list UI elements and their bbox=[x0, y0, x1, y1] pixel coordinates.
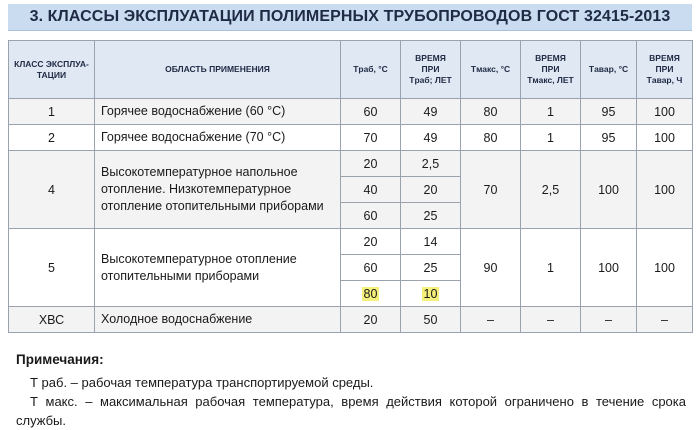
class-cell: 1 bbox=[9, 99, 95, 125]
area-cell: Высокотемпературное напольное отопление. Низкотемпературное отопление отопительными приборами bbox=[95, 151, 341, 229]
area-cell: Высокотемпературное отопление отопительными приборами bbox=[95, 229, 341, 307]
time-max-cell: – bbox=[521, 307, 581, 333]
header-time-work: ВРЕМЯ ПРИ Tраб; ЛЕТ bbox=[401, 41, 461, 99]
t-max-cell: 70 bbox=[461, 151, 521, 229]
area-cell: Горячее водоснабжение (70 °С) bbox=[95, 125, 341, 151]
table-row bbox=[9, 307, 693, 333]
t-avar-cell: – bbox=[581, 307, 637, 333]
t-avar-cell: 95 bbox=[581, 125, 637, 151]
t-max-cell: 80 bbox=[461, 125, 521, 151]
highlight-mark: 80 bbox=[363, 286, 378, 301]
t-work-cell: 70 bbox=[341, 125, 401, 151]
t-avar-cell: 100 bbox=[581, 229, 637, 307]
t-work-cell: 60 bbox=[341, 99, 401, 125]
t-work-cell: 20 bbox=[341, 229, 401, 255]
time-work-cell-highlighted bbox=[401, 281, 461, 307]
notes-heading: Примечания: bbox=[16, 352, 104, 367]
time-work-cell: 2,5 bbox=[401, 151, 461, 177]
time-work-cell: 20 bbox=[401, 177, 461, 203]
time-work-cell: 49 bbox=[401, 125, 461, 151]
header-t-avar: Tавар, °С bbox=[581, 41, 637, 99]
header-time-max: ВРЕМЯ ПРИ Tмакс, ЛЕТ bbox=[521, 41, 581, 99]
time-work-cell: 25 bbox=[401, 255, 461, 281]
operating-classes-table bbox=[8, 40, 693, 333]
header-t-work: Tраб, °С bbox=[341, 41, 401, 99]
time-avar-cell: 100 bbox=[637, 229, 693, 307]
time-avar-cell: – bbox=[637, 307, 693, 333]
area-cell: Холодное водоснабжение bbox=[95, 307, 341, 333]
time-max-cell: 1 bbox=[521, 99, 581, 125]
t-avar-cell: 95 bbox=[581, 99, 637, 125]
header-t-max: Tмакс, °С bbox=[461, 41, 521, 99]
time-avar-cell: 100 bbox=[637, 151, 693, 229]
t-max-cell: 90 bbox=[461, 229, 521, 307]
notes-section bbox=[16, 350, 686, 430]
time-work-cell: 25 bbox=[401, 203, 461, 229]
t-max-cell: 80 bbox=[461, 99, 521, 125]
class-cell: 2 bbox=[9, 125, 95, 151]
header-area: ОБЛАСТЬ ПРИМЕНЕНИЯ bbox=[95, 41, 341, 99]
table-row bbox=[9, 99, 693, 125]
note-line: Т раб. – рабочая температура транспортируемой среды. bbox=[30, 375, 374, 390]
t-work-cell: 60 bbox=[341, 203, 401, 229]
class-cell: 4 bbox=[9, 151, 95, 229]
t-work-cell: 20 bbox=[341, 151, 401, 177]
time-avar-cell: 100 bbox=[637, 125, 693, 151]
t-max-cell: – bbox=[461, 307, 521, 333]
time-max-cell: 1 bbox=[521, 125, 581, 151]
class-cell: 5 bbox=[9, 229, 95, 307]
time-avar-cell: 100 bbox=[637, 99, 693, 125]
time-work-cell: 49 bbox=[401, 99, 461, 125]
time-max-cell: 1 bbox=[521, 229, 581, 307]
time-max-cell: 2,5 bbox=[521, 151, 581, 229]
area-cell: Горячее водоснабжение (60 °С) bbox=[95, 99, 341, 125]
note-line: Т макс. – максимальная рабочая температура, время действия которой ограничено в течение срока службы. bbox=[16, 394, 686, 428]
class-cell: ХВС bbox=[9, 307, 95, 333]
header-class: КЛАСС ЭКСПЛУА-ТАЦИИ bbox=[9, 41, 95, 99]
header-time-avar: ВРЕМЯ ПРИ Tавар, Ч bbox=[637, 41, 693, 99]
table-row bbox=[9, 151, 693, 177]
time-work-cell: 50 bbox=[401, 307, 461, 333]
t-work-cell: 20 bbox=[341, 307, 401, 333]
t-work-cell: 60 bbox=[341, 255, 401, 281]
t-avar-cell: 100 bbox=[581, 151, 637, 229]
t-work-cell: 40 bbox=[341, 177, 401, 203]
table-row bbox=[9, 125, 693, 151]
t-work-cell-highlighted bbox=[341, 281, 401, 307]
page-title: 3. КЛАССЫ ЭКСПЛУАТАЦИИ ПОЛИМЕРНЫХ ТРУБОПРОВОДОВ ГОСТ 32415-2013 bbox=[8, 4, 692, 31]
table-row bbox=[9, 229, 693, 255]
highlight-mark: 10 bbox=[423, 286, 438, 301]
time-work-cell: 14 bbox=[401, 229, 461, 255]
